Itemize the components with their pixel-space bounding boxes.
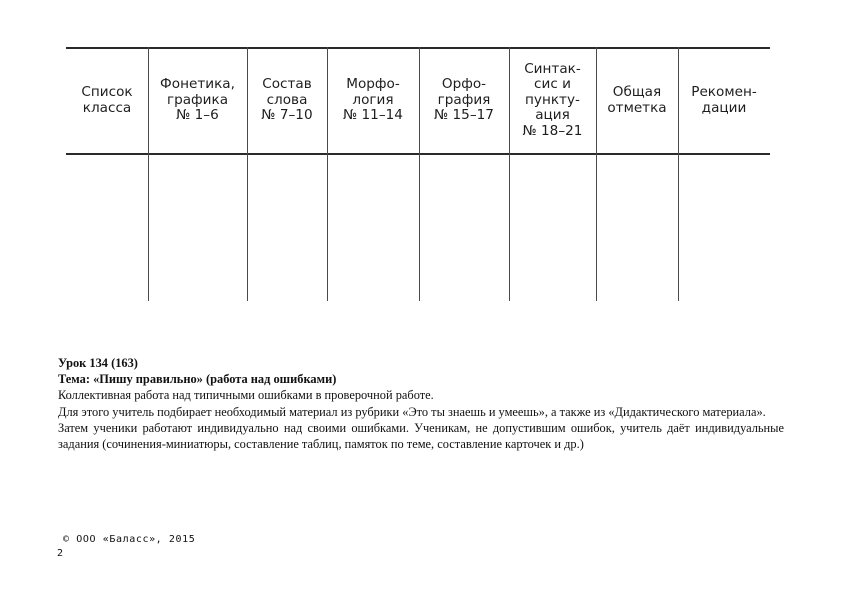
page-number: 2 bbox=[57, 548, 64, 559]
column-header-orthography: Орфо- графия № 15–17 bbox=[434, 76, 494, 124]
lesson-text bbox=[58, 355, 784, 452]
lesson-paragraph: Для этого учитель подбирает необходимый материал из рубрики «Это ты знаешь и умеешь», а также из «Дидактического материала». bbox=[58, 404, 766, 419]
column-header-morphology: Морфо- логия № 11–14 bbox=[343, 76, 403, 124]
page-footer bbox=[57, 533, 195, 560]
column-header-phonetics: Фонетика, графика № 1–6 bbox=[160, 76, 235, 124]
copyright-notice: © ООО «Баласс», 2015 bbox=[63, 534, 196, 545]
lesson-paragraph: Коллективная работа над типичными ошибками в проверочной работе. bbox=[58, 388, 434, 403]
column-header-class-list: Список класса bbox=[81, 84, 133, 116]
lesson-topic: Тема: «Пишу правильно» (работа над ошибками) bbox=[58, 372, 337, 387]
column-header-word-structure: Состав слова № 7–10 bbox=[261, 76, 313, 124]
assessment-table bbox=[66, 47, 770, 301]
column-header-recommendations: Рекомен- дации bbox=[691, 84, 757, 116]
lesson-title: Урок 134 (163) bbox=[58, 356, 138, 370]
column-header-overall-grade: Общая отметка bbox=[607, 84, 667, 116]
table-header-rule bbox=[66, 153, 770, 155]
column-header-syntax: Синтак- сис и пункту- ация № 18–21 bbox=[522, 60, 583, 139]
lesson-paragraph: Затем ученики работают индивидуально над своими ошибками. Ученикам, не допустившим ошибок, учитель даёт индивидуальные задания (сочинения-миниатюры, составление таблиц, памяток по теме, составление карточек и др.) bbox=[58, 420, 784, 452]
